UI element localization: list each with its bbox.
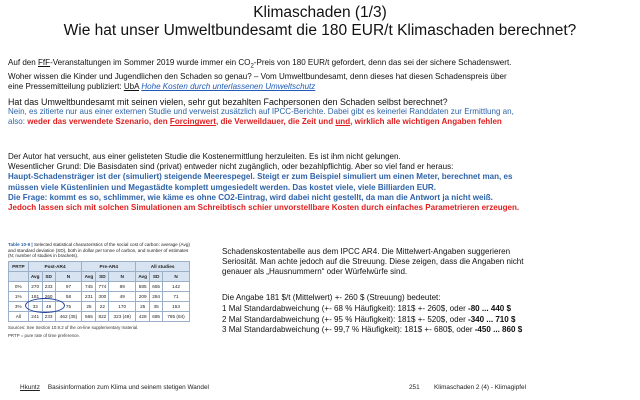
table-cell: 260 (42, 291, 55, 301)
footer-left (20, 384, 209, 391)
table-caption (8, 242, 192, 259)
table-cell: 284 (150, 291, 163, 301)
slide-subtitle: Wie hat unser Umweltbundesamt die 180 EUR/t Klimaschaden berechnet? (63, 22, 577, 39)
table-note: PRTP = pure rate of time preference. (8, 333, 80, 339)
table-cell: 142 (163, 281, 190, 291)
table-col-header: SD (96, 271, 109, 281)
commentary-line: genauer als „Hausnummern“ oder Würfelwürfe sind. (222, 267, 408, 277)
author-line-1: Der Autor hat versucht, aus einer gelisteten Studie die Kostenermittlung herzuleiten. Es ist ihm nicht gelungen. (8, 152, 401, 161)
table-col-header: Avg (28, 271, 42, 281)
table-cell: 270 (28, 281, 42, 291)
table-group-header: Pre-AR4 (82, 261, 136, 271)
table-cell: 25 (82, 301, 96, 311)
mean-sd-intro: Die Angabe 181 $/t (Mittelwert) +- 260 $ (Streuung) bedeutet: (222, 293, 441, 302)
table-group-header-row (9, 261, 190, 271)
table-cell: 22 (96, 301, 109, 311)
forcing-word: Forcingwert (169, 117, 216, 127)
author-block (8, 152, 634, 213)
table-cell: 323 (49) (109, 311, 136, 321)
sd-range: -80 ... 440 $ (468, 304, 511, 313)
table-row (9, 281, 190, 291)
table-col-header: SD (150, 271, 163, 281)
table-commentary (222, 247, 632, 278)
table-row (9, 311, 190, 321)
intro-text: -Preis von 180 EUR/t gefordert, denn das sei der sichere Schadenswert. (253, 58, 512, 67)
intro-paragraph (8, 58, 634, 92)
table-cell: 565 (82, 311, 96, 321)
intro-line-2: Woher wissen die Kinder und Jugendlichen den Schaden so genau? – Vom Umweltbundesamt, denn dieses hat diesen Schadenspreis über (8, 71, 507, 81)
table-cell: 774 (96, 281, 109, 291)
answer-prefix: also: (8, 117, 28, 127)
author-line-6: Jedoch lassen sich mit solchen Simulationen am Schreibtisch schier unvorstellbare Kosten durch einfaches Parametrieren erzeugen. (8, 203, 520, 213)
table-col-header: SD (42, 271, 55, 281)
table-cell: 0% (9, 281, 29, 291)
intro-text: Auf den (8, 58, 38, 67)
intro-text: eine Pressemitteilung publiziert: (8, 82, 124, 92)
sd-text: 1 Mal Standardabweichung (+- 68 % Häufigkeit): 181$ +- 260$, oder (222, 304, 469, 313)
table-caption-label: Table 10-9 | (8, 242, 33, 247)
author-line-2: Wesentlicher Grund: Die Basisdaten sind (privat) entweder nicht zugänglich, oder bezahlpflichtig. Aber so viel fand er heraus: (8, 162, 454, 172)
sd-range: -340 ... 710 $ (468, 314, 516, 324)
table-cell: 58 (55, 291, 82, 301)
footer-text: Basisinformation zum Klima und seinem stetigen Wandel (47, 384, 209, 391)
table-cell: 233 (42, 281, 55, 291)
missing-data-text: , die Verweildauer, die Zeit und (215, 117, 336, 127)
table-source: Sources: See Section 10.9.2 of the on-line supplementary material. (8, 324, 139, 330)
sd-line-3 (222, 325, 632, 335)
question-block (8, 97, 634, 128)
missing-data-text: , wirklich alle wichtigen Angaben fehlen (350, 117, 502, 127)
table-col-header: N (109, 271, 136, 281)
author-line-5: Die Frage: kommt es so, schlimmer, wie käme es ohne CO2-Eintrag, wird dabei nicht gestellt, da man die Antwort ja nicht weiß. (8, 192, 493, 202)
sd-text: 3 Mal Standardabweichung (+- 99,7 % Häufigkeit): 181$ +- 680$, oder (222, 325, 475, 334)
table-group-header: Post-AR4 (28, 261, 82, 271)
table-col-header (9, 271, 29, 281)
co2-subscript: 2 (250, 63, 254, 70)
table-cell: 33 (28, 301, 42, 311)
table-cell: 35 (150, 301, 163, 311)
sd-line-2 (222, 315, 632, 325)
intro-text: -Veranstaltungen im Sommer 2019 wurde immer ein CO (50, 58, 251, 67)
commentary-line: Seriosität. Man achte jedoch auf die Streuung. Diese zeigen, dass die Angaben nicht (222, 257, 524, 267)
sd-line-1 (222, 304, 632, 314)
table-cell: 49 (109, 291, 136, 301)
page-number: 251 (409, 384, 420, 391)
table-cell: 231 (82, 291, 96, 301)
table-cell: 585 (136, 281, 150, 291)
table-cell: 685 (150, 311, 163, 321)
commentary-line: Schadenskostentabelle aus dem IPCC AR4. Die Mittelwert-Angaben suggerieren (222, 247, 511, 256)
table-cell: All (9, 311, 29, 321)
table-cell: 785 (84) (163, 311, 190, 321)
fff-abbrev: FfF (37, 58, 51, 67)
und-word: und (335, 117, 351, 127)
sd-text: 2 Mal Standardabweichung (+- 95 % Häufigkeit): 181$ +- 520$, oder (222, 314, 469, 324)
table-cell: 1% (9, 291, 29, 301)
table-col-header: Avg (82, 271, 96, 281)
table-cell: 655 (150, 281, 163, 291)
missing-data-text: weder das verwendete Szenario, den (27, 117, 170, 127)
highlight-circle (25, 298, 65, 313)
table-cell: 233 (42, 311, 55, 321)
table-caption-text: Selected statistical characteristics of the social cost of carbon: average (Avg) and standard deviation (SD), both in dollar per tonne of carbon, and number of estimates (N; number of studies in brackets). (8, 242, 190, 259)
uba-label: UbA (123, 82, 140, 92)
table-cell: 428 (136, 311, 150, 321)
table-cell: 745 (82, 281, 96, 291)
press-release-link[interactable]: Hohe Kosten durch unterlassenen Umweltschutz (141, 82, 316, 92)
table-cell: 241 (28, 311, 42, 321)
table-cell: 462 (35) (55, 311, 82, 321)
table-cell: 3% (9, 301, 29, 311)
table-cell: 170 (109, 301, 136, 311)
table-cell: 71 (163, 291, 190, 301)
table-group-header: PRTP (9, 261, 29, 271)
table-cell: 97 (55, 281, 82, 291)
table-cell: 25 (136, 301, 150, 311)
question-text: Hat das Umweltbundesamt mit seinen vielen, sehr gut bezahlten Fachpersonen den Schaden selbst berechnet? (8, 97, 448, 107)
footer-author: Hkuntz (20, 384, 40, 391)
slide-title: Klimaschaden (1/3) (253, 4, 387, 21)
author-line-4: müssen viele Küstenlinien und Megastädte komplett umgesiedelt werden. Das kostet viele, viele Billiarden EUR. (8, 182, 436, 192)
scc-table (8, 261, 190, 322)
footer-chapter: Klimaschaden 2 (4) - Klimagipfel (434, 384, 526, 391)
table-col-header-row (9, 271, 190, 281)
table-cell: 75 (55, 301, 82, 311)
table-group-header: All studies (136, 261, 190, 271)
table-cell: 153 (163, 301, 190, 311)
table-cell: 89 (109, 281, 136, 291)
sd-range: -450 ... 860 $ (474, 325, 523, 334)
table-col-header: N (163, 271, 190, 281)
table-cell: 181 (28, 291, 42, 301)
ipcc-table-figure (8, 242, 192, 339)
table-cell: 209 (136, 291, 150, 301)
table-cell: 49 (42, 301, 55, 311)
table-col-header: Avg (136, 271, 150, 281)
author-line-3: Haupt-Schadensträger ist der (simuliert) steigende Meerespegel. Steigt er zum Beispiel simuliert um einen Meter, berechnet man, es (8, 172, 513, 182)
table-cell: 822 (96, 311, 109, 321)
answer-line-1: Nein, es zitierte nur aus einer externen Studie und verweist zusätzlich auf IPCC-Berichte. Dabei gibt es keinerlei Randdaten zur Ermittlung an, (8, 107, 514, 117)
table-col-header: N (55, 271, 82, 281)
table-cell: 300 (96, 291, 109, 301)
